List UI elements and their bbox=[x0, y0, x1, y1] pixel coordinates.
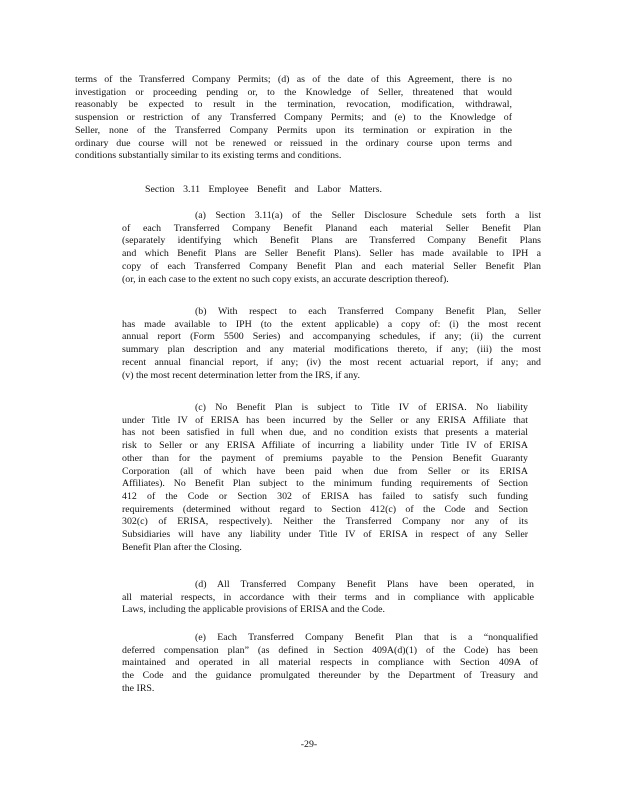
text-line: has not been satisfied in full when due, and no condition exists that presents a material bbox=[122, 427, 528, 439]
text-line: (v) the most recent determination letter from the IRS, if any. bbox=[122, 369, 360, 381]
text-line: requirements (determined without regard to Section 412(c) of the Code and Section bbox=[122, 503, 528, 515]
text-line: annual report (Form 5500 Series) and accompanying schedules, if any; (ii) the current bbox=[122, 331, 541, 343]
text-line: the IRS. bbox=[122, 682, 155, 694]
text-line: suspension or restriction of any Transferred Company Permits; and (e) to the Knowledge of bbox=[75, 112, 512, 124]
text-line: risk to Seller or any ERISA Affiliate of incurring a liability under Title IV of ERISA bbox=[122, 440, 528, 452]
text-line: of each Transferred Company Benefit Planand each material Seller Benefit Plan bbox=[122, 222, 541, 234]
text-line: has made available to IPH (to the extent applicable) a copy of: (i) the most recent bbox=[122, 318, 541, 330]
text-line: Subsidiaries will have any liability under Title IV of ERISA in respect of any Seller bbox=[122, 529, 528, 541]
paragraph-d bbox=[122, 579, 534, 617]
text-line: (a) Section 3.11(a) of the Seller Disclosure Schedule sets forth a list bbox=[195, 210, 541, 221]
continuation-paragraph bbox=[75, 74, 512, 163]
text-line: (separately identifying which Benefit Plans are Transferred Company Benefit Plans bbox=[122, 235, 541, 247]
text-line: reasonably be expected to result in the termination, revocation, modification, withdrawal, bbox=[75, 99, 512, 111]
text-line: under Title IV of ERISA has been incurred by the Seller or any ERISA Affiliate that bbox=[122, 414, 528, 426]
text-line: terms of the Transferred Company Permits; (d) as of the date of this Agreement, there is no bbox=[75, 74, 512, 85]
text-line: conditions substantially similar to its existing terms and conditions. bbox=[75, 150, 342, 162]
text-line: Benefit Plan after the Closing. bbox=[122, 541, 242, 553]
text-line: other than for the payment of premiums payable to the Pension Benefit Guaranty bbox=[122, 452, 528, 464]
section-heading: Section 3.11 Employee Benefit and Labor Matters. bbox=[145, 184, 382, 195]
paragraph-e bbox=[122, 632, 538, 696]
text-line: investigation or proceeding pending or, to the Knowledge of Seller, threatened that would bbox=[75, 86, 512, 98]
text-line: all material respects, in accordance with their terms and in compliance with applicable bbox=[122, 591, 534, 603]
text-line: copy of each Transferred Company Benefit Plan and each material Seller Benefit Plan bbox=[122, 260, 541, 272]
text-line: ordinary due course will not be renewed or reissued in the ordinary course upon terms and bbox=[75, 137, 512, 149]
paragraph-a bbox=[122, 210, 541, 286]
text-line: Corporation (all of which have been paid when due from Seller or its ERISA bbox=[122, 465, 528, 477]
text-line: maintained and operated in all material respects in compliance with Section 409A of bbox=[122, 657, 538, 669]
text-line: (d) All Transferred Company Benefit Plans have been operated, in bbox=[195, 579, 534, 590]
paragraph-b bbox=[122, 306, 541, 382]
text-line: Seller, none of the Transferred Company Permits upon its termination or expiration in the bbox=[75, 124, 512, 136]
text-line: the Code and the guidance promulgated thereunder by the Department of Treasury and bbox=[122, 670, 538, 682]
text-line: 412 of the Code or Section 302 of ERISA has failed to satisfy such funding bbox=[122, 490, 528, 502]
text-line: recent annual financial report, if any; (iv) the most recent actuarial report, if any; and bbox=[122, 356, 541, 368]
text-line: 302(c) of ERISA, respectively). Neither the Transferred Company nor any of its bbox=[122, 516, 528, 528]
text-line: and which Benefit Plans are Seller Benefit Plans). Seller has made available to IPH a bbox=[122, 248, 541, 260]
paragraph-c bbox=[122, 402, 528, 554]
page-number: -29- bbox=[300, 739, 318, 750]
text-line: summary plan description and any material modifications thereto, if any; (iii) the most bbox=[122, 344, 541, 356]
text-line: (or, in each case to the extent no such copy exists, an accurate description thereof). bbox=[122, 273, 449, 285]
text-line: Affiliates). No Benefit Plan subject to the minimum funding requirements of Section bbox=[122, 478, 528, 490]
text-line: deferred compensation plan” (as defined in Section 409A(d)(1) of the Code) has been bbox=[122, 644, 538, 656]
text-line: (e) Each Transferred Company Benefit Plan that is a “nonqualified bbox=[195, 632, 538, 643]
text-line: (b) With respect to each Transferred Company Benefit Plan, Seller bbox=[195, 306, 541, 317]
text-line: Laws, including the applicable provisions of ERISA and the Code. bbox=[122, 604, 386, 616]
text-line: (c) No Benefit Plan is subject to Title IV of ERISA. No liability bbox=[195, 402, 528, 413]
